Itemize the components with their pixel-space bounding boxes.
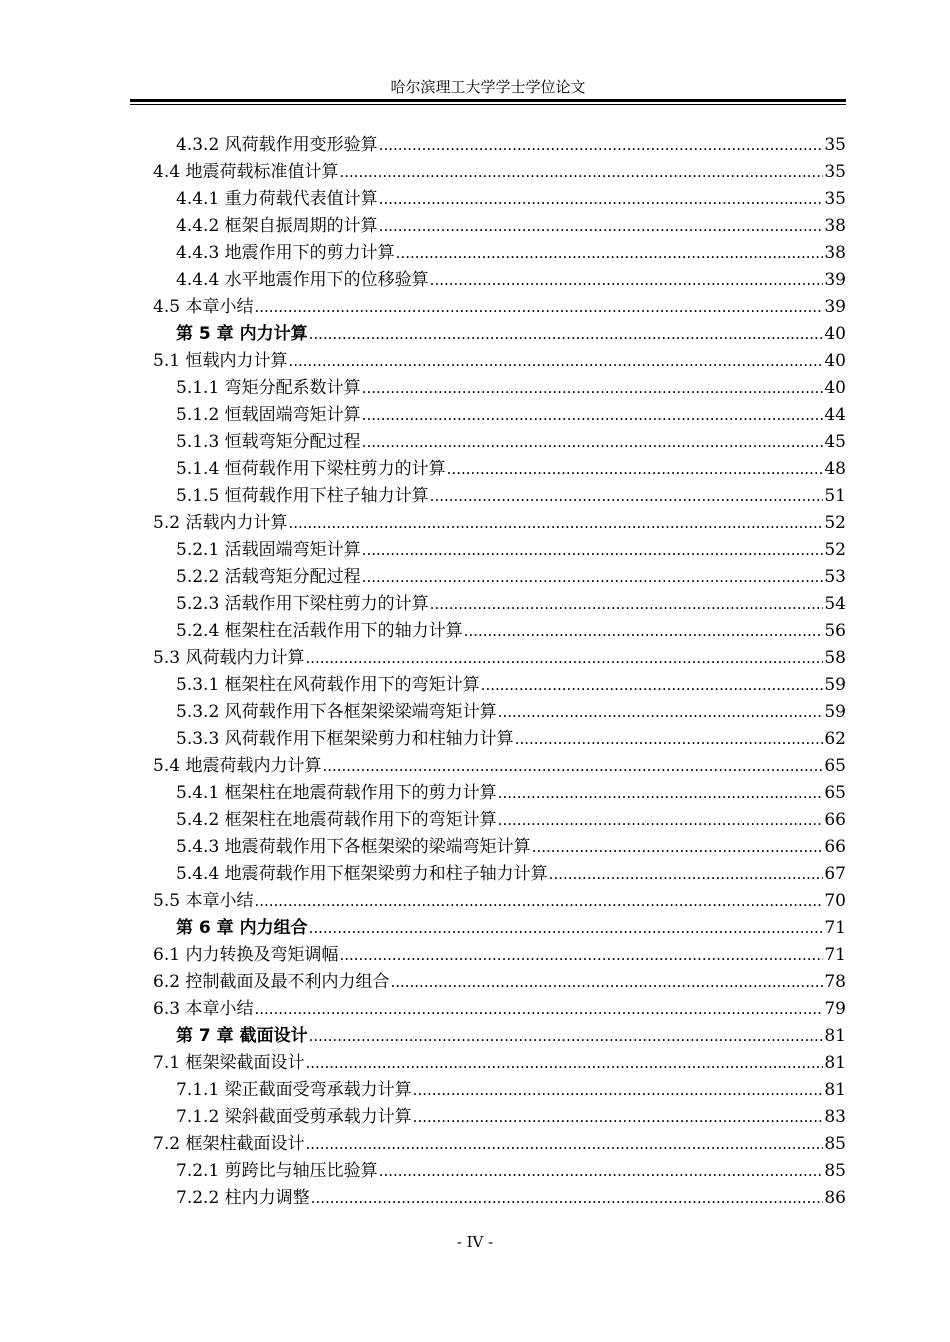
toc-entry-page: 38 <box>824 216 846 236</box>
table-of-contents <box>0 132 950 1212</box>
toc-entry-sub[interactable] <box>0 429 950 456</box>
toc-entry-line <box>153 1050 846 1077</box>
toc-entry-line <box>153 294 846 321</box>
toc-entry-label: 7.1.1 梁正截面受弯承载力计算 <box>176 1077 413 1104</box>
toc-entry-label: 4.4.2 框架自振周期的计算 <box>176 213 379 240</box>
toc-entry-section[interactable] <box>0 1131 950 1158</box>
toc-entry-page: 59 <box>824 702 846 722</box>
toc-leader-dots <box>339 159 823 186</box>
toc-entry-section[interactable] <box>0 942 950 969</box>
toc-entry-section[interactable] <box>0 294 950 321</box>
toc-entry-section[interactable] <box>0 159 950 186</box>
toc-leader-dots <box>362 429 824 456</box>
toc-entry-sub[interactable] <box>0 132 950 159</box>
toc-entry-sub[interactable] <box>0 726 950 753</box>
toc-entry-label: 5.1.4 恒荷载作用下梁柱剪力的计算 <box>176 456 447 483</box>
toc-entry-page: 40 <box>824 324 846 344</box>
toc-entry-page: 39 <box>824 297 846 317</box>
toc-leader-dots <box>498 807 824 834</box>
toc-leader-dots <box>379 213 824 240</box>
toc-entry-sub[interactable] <box>0 699 950 726</box>
toc-entry-page: 85 <box>824 1134 846 1154</box>
toc-entry-line <box>153 969 846 996</box>
toc-entry-label: 5.1.3 恒载弯矩分配过程 <box>176 429 362 456</box>
toc-entry-label: 7.2.1 剪跨比与轴压比验算 <box>176 1158 379 1185</box>
toc-entry-label: 第 7 章 截面设计 <box>176 1023 309 1050</box>
toc-entry-line <box>176 186 846 213</box>
toc-leader-dots <box>362 402 824 429</box>
toc-entry-page: 79 <box>824 999 846 1019</box>
toc-entry-sub[interactable] <box>0 213 950 240</box>
toc-entry-sub[interactable] <box>0 537 950 564</box>
toc-entry-label: 4.5 本章小结 <box>153 294 254 321</box>
toc-entry-page: 38 <box>824 243 846 263</box>
toc-entry-page: 86 <box>824 1188 846 1208</box>
toc-entry-label: 4.3.2 风荷载作用变形验算 <box>176 132 379 159</box>
toc-entry-page: 40 <box>824 378 846 398</box>
toc-entry-section[interactable] <box>0 1050 950 1077</box>
toc-entry-line <box>176 699 846 726</box>
toc-leader-dots <box>549 861 824 888</box>
toc-entry-label: 5.5 本章小结 <box>153 888 254 915</box>
toc-entry-line <box>176 1158 846 1185</box>
toc-entry-line <box>176 618 846 645</box>
toc-entry-label: 5.1.5 恒荷载作用下柱子轴力计算 <box>176 483 430 510</box>
toc-entry-line <box>176 1104 846 1131</box>
toc-leader-dots <box>288 348 823 375</box>
toc-entry-sub[interactable] <box>0 456 950 483</box>
toc-leader-dots <box>362 375 824 402</box>
header-rule-thin <box>130 104 846 105</box>
toc-entry-label: 5.3.2 风荷载作用下各框架梁梁端弯矩计算 <box>176 699 498 726</box>
toc-entry-section[interactable] <box>0 888 950 915</box>
toc-entry-sub[interactable] <box>0 564 950 591</box>
toc-entry-label: 7.2 框架柱截面设计 <box>153 1131 305 1158</box>
toc-entry-line <box>176 375 846 402</box>
toc-entry-label: 5.3.3 风荷载作用下框架梁剪力和柱轴力计算 <box>176 726 515 753</box>
toc-leader-dots <box>396 240 824 267</box>
toc-entry-label: 6.2 控制截面及最不利内力组合 <box>153 969 390 996</box>
toc-entry-sub[interactable] <box>0 1185 950 1212</box>
toc-leader-dots <box>305 1131 823 1158</box>
toc-entry-line <box>176 780 846 807</box>
toc-entry-page: 65 <box>824 756 846 776</box>
toc-entry-label: 5.1.2 恒载固端弯矩计算 <box>176 402 362 429</box>
toc-entry-page: 52 <box>824 540 846 560</box>
toc-leader-dots <box>498 699 824 726</box>
toc-entry-label: 5.4.3 地震荷载作用下各框架梁的梁端弯矩计算 <box>176 834 532 861</box>
toc-entry-label: 4.4.1 重力荷载代表值计算 <box>176 186 379 213</box>
toc-entry-line <box>176 915 846 942</box>
toc-entry-label: 第 6 章 内力组合 <box>176 915 309 942</box>
toc-entry-sub[interactable] <box>0 618 950 645</box>
toc-entry-page: 67 <box>824 864 846 884</box>
toc-leader-dots <box>515 726 824 753</box>
toc-leader-dots <box>288 510 823 537</box>
toc-entry-chapter[interactable] <box>0 915 950 942</box>
toc-entry-line <box>153 159 846 186</box>
toc-entry-chapter[interactable] <box>0 321 950 348</box>
toc-entry-label: 5.4.2 框架柱在地震荷载作用下的弯矩计算 <box>176 807 498 834</box>
toc-entry-label: 5.2.3 活载作用下梁柱剪力的计算 <box>176 591 430 618</box>
toc-entry-label: 5.2.1 活载固端弯矩计算 <box>176 537 362 564</box>
toc-leader-dots <box>254 888 823 915</box>
toc-entry-line <box>153 996 846 1023</box>
toc-entry-page: 62 <box>824 729 846 749</box>
toc-leader-dots <box>390 969 823 996</box>
toc-entry-line <box>153 645 846 672</box>
toc-leader-dots <box>322 753 823 780</box>
toc-entry-sub[interactable] <box>0 186 950 213</box>
toc-entry-page: 65 <box>824 783 846 803</box>
toc-entry-page: 35 <box>824 189 846 209</box>
toc-leader-dots <box>481 672 824 699</box>
toc-leader-dots <box>430 591 824 618</box>
toc-entry-section[interactable] <box>0 645 950 672</box>
toc-entry-page: 48 <box>824 459 846 479</box>
toc-entry-label: 5.2.4 框架柱在活载作用下的轴力计算 <box>176 618 464 645</box>
toc-entry-line <box>176 321 846 348</box>
toc-entry-sub[interactable] <box>0 267 950 294</box>
toc-entry-sub[interactable] <box>0 672 950 699</box>
toc-entry-line <box>176 591 846 618</box>
toc-entry-sub[interactable] <box>0 1158 950 1185</box>
toc-leader-dots <box>362 537 824 564</box>
toc-leader-dots <box>254 996 823 1023</box>
toc-entry-sub[interactable] <box>0 861 950 888</box>
toc-entry-page: 81 <box>824 1026 846 1046</box>
toc-leader-dots <box>309 1023 824 1050</box>
toc-entry-line <box>176 1077 846 1104</box>
toc-entry-section[interactable] <box>0 753 950 780</box>
toc-entry-section[interactable] <box>0 969 950 996</box>
toc-entry-page: 54 <box>824 594 846 614</box>
toc-entry-sub[interactable] <box>0 807 950 834</box>
toc-entry-sub[interactable] <box>0 240 950 267</box>
toc-entry-line <box>176 537 846 564</box>
toc-entry-page: 66 <box>824 837 846 857</box>
toc-entry-label: 5.2.2 活载弯矩分配过程 <box>176 564 362 591</box>
toc-leader-dots <box>447 456 824 483</box>
toc-leader-dots <box>430 267 824 294</box>
toc-entry-page: 56 <box>824 621 846 641</box>
toc-entry-label: 4.4.4 水平地震作用下的位移验算 <box>176 267 430 294</box>
toc-entry-page: 44 <box>824 405 846 425</box>
toc-entry-line <box>176 429 846 456</box>
toc-entry-line <box>176 267 846 294</box>
toc-entry-label: 5.4 地震荷载内力计算 <box>153 753 322 780</box>
toc-entry-page: 78 <box>824 972 846 992</box>
toc-entry-label: 第 5 章 内力计算 <box>176 321 309 348</box>
toc-leader-dots <box>379 132 824 159</box>
toc-leader-dots <box>379 186 824 213</box>
toc-entry-label: 4.4.3 地震作用下的剪力计算 <box>176 240 396 267</box>
toc-entry-page: 35 <box>824 135 846 155</box>
toc-entry-sub[interactable] <box>0 402 950 429</box>
toc-leader-dots <box>498 780 824 807</box>
toc-entry-label: 5.2 活载内力计算 <box>153 510 288 537</box>
toc-entry-label: 5.3 风荷载内力计算 <box>153 645 305 672</box>
toc-entry-label: 7.1 框架梁截面设计 <box>153 1050 305 1077</box>
toc-entry-line <box>153 888 846 915</box>
toc-entry-page: 39 <box>824 270 846 290</box>
toc-leader-dots <box>413 1104 824 1131</box>
toc-entry-page: 35 <box>824 162 846 182</box>
toc-entry-line <box>153 942 846 969</box>
toc-leader-dots <box>309 915 824 942</box>
toc-entry-page: 59 <box>824 675 846 695</box>
toc-entry-section[interactable] <box>0 348 950 375</box>
toc-leader-dots <box>339 942 823 969</box>
toc-entry-page: 66 <box>824 810 846 830</box>
toc-entry-sub[interactable] <box>0 1104 950 1131</box>
toc-entry-sub[interactable] <box>0 591 950 618</box>
toc-entry-label: 7.1.2 梁斜截面受剪承载力计算 <box>176 1104 413 1131</box>
toc-entry-line <box>176 132 846 159</box>
toc-entry-section[interactable] <box>0 510 950 537</box>
toc-entry-label: 5.4.4 地震荷载作用下框架梁剪力和柱子轴力计算 <box>176 861 549 888</box>
toc-entry-line <box>176 672 846 699</box>
toc-entry-page: 81 <box>824 1080 846 1100</box>
toc-entry-page: 71 <box>824 918 846 938</box>
toc-entry-label: 7.2.2 柱内力调整 <box>176 1185 311 1212</box>
toc-entry-line <box>176 402 846 429</box>
toc-entry-line <box>176 1185 846 1212</box>
toc-leader-dots <box>464 618 824 645</box>
toc-leader-dots <box>362 564 824 591</box>
toc-entry-line <box>176 483 846 510</box>
toc-leader-dots <box>532 834 824 861</box>
toc-entry-line <box>176 861 846 888</box>
toc-entry-page: 45 <box>824 432 846 452</box>
toc-entry-label: 6.3 本章小结 <box>153 996 254 1023</box>
toc-entry-sub[interactable] <box>0 483 950 510</box>
toc-entry-label: 5.1.1 弯矩分配系数计算 <box>176 375 362 402</box>
toc-leader-dots <box>413 1077 824 1104</box>
toc-entry-line <box>176 807 846 834</box>
toc-entry-page: 51 <box>824 486 846 506</box>
header-rule-thick <box>130 99 846 102</box>
toc-entry-label: 5.4.1 框架柱在地震荷载作用下的剪力计算 <box>176 780 498 807</box>
toc-leader-dots <box>309 321 824 348</box>
toc-entry-line <box>153 348 846 375</box>
toc-entry-page: 81 <box>824 1053 846 1073</box>
toc-leader-dots <box>430 483 824 510</box>
toc-leader-dots <box>379 1158 824 1185</box>
toc-entry-chapter[interactable] <box>0 1023 950 1050</box>
toc-entry-line <box>176 456 846 483</box>
toc-entry-page: 83 <box>824 1107 846 1127</box>
toc-entry-label: 5.1 恒载内力计算 <box>153 348 288 375</box>
page-number: - IV - <box>456 1233 494 1251</box>
toc-entry-page: 40 <box>824 351 846 371</box>
toc-entry-page: 53 <box>824 567 846 587</box>
toc-entry-section[interactable] <box>0 996 950 1023</box>
toc-entry-label: 5.3.1 框架柱在风荷载作用下的弯矩计算 <box>176 672 481 699</box>
toc-leader-dots <box>305 645 823 672</box>
toc-entry-label: 4.4 地震荷载标准值计算 <box>153 159 339 186</box>
toc-entry-line <box>176 1023 846 1050</box>
toc-leader-dots <box>254 294 823 321</box>
toc-entry-page: 70 <box>824 891 846 911</box>
running-header-title: 哈尔滨理工大学学士学位论文 <box>390 78 586 96</box>
toc-entry-sub[interactable] <box>0 780 950 807</box>
toc-entry-line <box>153 753 846 780</box>
toc-entry-page: 71 <box>824 945 846 965</box>
toc-entry-line <box>176 213 846 240</box>
toc-entry-line <box>176 834 846 861</box>
toc-entry-page: 58 <box>824 648 846 668</box>
toc-entry-sub[interactable] <box>0 375 950 402</box>
toc-entry-label: 6.1 内力转换及弯矩调幅 <box>153 942 339 969</box>
toc-entry-sub[interactable] <box>0 834 950 861</box>
toc-leader-dots <box>305 1050 823 1077</box>
toc-entry-line <box>176 564 846 591</box>
toc-entry-line <box>176 726 846 753</box>
toc-entry-line <box>176 240 846 267</box>
toc-leader-dots <box>311 1185 824 1212</box>
toc-entry-line <box>153 1131 846 1158</box>
toc-entry-line <box>153 510 846 537</box>
toc-entry-page: 85 <box>824 1161 846 1181</box>
toc-entry-page: 52 <box>824 513 846 533</box>
toc-entry-sub[interactable] <box>0 1077 950 1104</box>
